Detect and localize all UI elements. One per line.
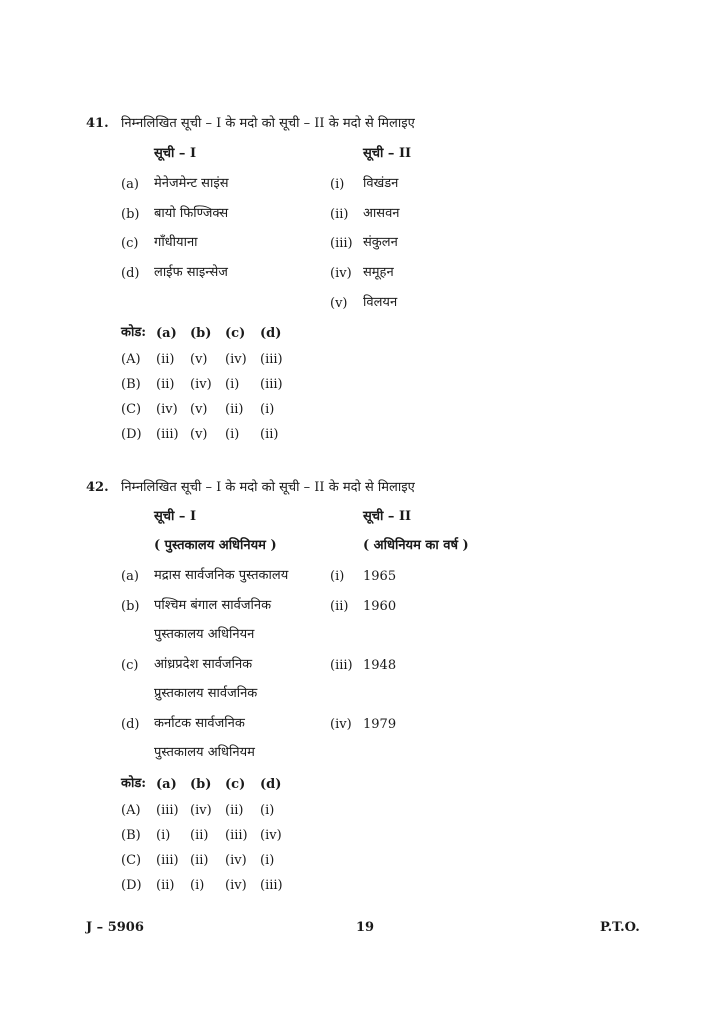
q41-option-label-B: (B) [121,377,141,392]
q42-option-C-b: (ii) [190,853,209,868]
q41-option-label-D: (D) [121,427,142,442]
q42-option-C-a: (iii) [156,853,179,868]
q42-code-header-b: (b) [190,777,212,792]
q42-instruction: निम्नलिखित सूची – I के मदो को सूची – II के मदो से मिलाइए [121,480,415,495]
footer-page-number: 19 [356,920,375,935]
q42-option-C-d: (i) [260,853,275,868]
q42-number: 42. [86,480,109,495]
q42-option-B-a: (i) [156,828,171,843]
q42-list1-text-c-line2: प्रुस्तकालय सार्वजनिक [154,686,258,701]
q42-list2-label-iii: (iii) [330,658,353,673]
q41-list2-text-iv: समूहन [363,265,394,280]
q42-option-label-B: (B) [121,828,141,843]
q42-list2-text-iv: 1979 [363,717,397,732]
q41-list2-label-iii: (iii) [330,236,353,251]
q42-option-label-D: (D) [121,878,142,893]
q42-option-label-C: (C) [121,853,142,868]
q41-list2-header: सूची – II [363,146,412,161]
q42-option-D-a: (ii) [156,878,175,893]
q41-option-B-b: (iv) [190,377,212,392]
q42-list2-label-iv: (iv) [330,717,352,732]
q42-option-C-c: (iv) [225,853,247,868]
q41-option-A-a: (ii) [156,352,175,367]
q41-list2-text-i: विखंडन [363,176,399,191]
q42-option-A-b: (iv) [190,803,212,818]
q41-code-header-b: (b) [190,326,212,341]
q41-list1-label-d: (d) [121,266,140,281]
q42-list1-label-c: (c) [121,658,139,673]
q41-list2-text-ii: आसवन [363,206,400,221]
q41-codes-label: कोड: [121,325,147,340]
q41-option-A-b: (v) [190,352,208,367]
q41-option-D-d: (ii) [260,427,279,442]
q42-option-A-a: (iii) [156,803,179,818]
q41-option-C-b: (v) [190,402,208,417]
q41-list1-label-a: (a) [121,177,139,192]
q42-option-A-d: (i) [260,803,275,818]
q41-list2-label-i: (i) [330,177,345,192]
q41-list1-label-c: (c) [121,236,139,251]
q42-option-B-c: (iii) [225,828,248,843]
q41-option-C-c: (ii) [225,402,244,417]
q42-list2-text-ii: 1960 [363,599,397,614]
q41-option-C-d: (i) [260,402,275,417]
q42-list1-text-c-line1: आंध्रप्रदेश सार्वजनिक [154,657,253,672]
q41-option-label-C: (C) [121,402,142,417]
q42-codes-label: कोड: [121,776,147,791]
q42-list1-label-d: (d) [121,717,140,732]
q42-list1-label-b: (b) [121,599,140,614]
q41-list2-label-v: (v) [330,296,348,311]
q41-list1-text-b: बायो फिण्जिक्स [154,206,229,221]
q42-list1-text-a: मद्रास सार्वजनिक पुस्तकालय [154,568,289,583]
q42-list1-text-b-line1: पश्चिम बंगाल सार्वजनिक [154,598,272,613]
q41-instruction: निम्नलिखित सूची – I के मदो को सूची – II के मदो से मिलाइए [121,116,415,131]
q42-list2-label-ii: (ii) [330,599,349,614]
q42-list1-header: सूची – I [154,509,197,524]
q41-code-header-a: (a) [156,326,177,341]
q41-list2-label-iv: (iv) [330,266,352,281]
q42-option-label-A: (A) [121,803,141,818]
q41-list2-label-ii: (ii) [330,207,349,222]
q42-list1-text-b-line2: पुस्तकालय अधिनियन [154,627,255,642]
q42-option-D-b: (i) [190,878,205,893]
q41-option-D-c: (i) [225,427,240,442]
footer-paper-code: J – 5906 [86,920,144,935]
q41-list1-text-c: गाँधीयाना [154,235,198,250]
q42-option-D-c: (iv) [225,878,247,893]
q41-list1-text-d: लाईफ साइन्सेज [154,265,228,280]
q41-option-D-a: (iii) [156,427,179,442]
q41-list1-header: सूची – I [154,146,197,161]
q41-option-B-d: (iii) [260,377,283,392]
q42-list2-label-i: (i) [330,569,345,584]
q41-option-B-c: (i) [225,377,240,392]
q41-number: 41. [86,116,109,131]
q41-list2-text-v: विलयन [363,295,398,310]
q41-option-D-b: (v) [190,427,208,442]
q42-option-B-b: (ii) [190,828,209,843]
q42-list2-text-iii: 1948 [363,658,397,673]
q41-code-header-d: (d) [260,326,282,341]
q41-code-header-c: (c) [225,326,246,341]
q42-code-header-d: (d) [260,777,282,792]
footer-pto: P.T.O. [600,920,640,935]
q41-option-A-c: (iv) [225,352,247,367]
q42-list1-text-d-line2: पुस्तकालय अधिनियम [154,745,255,760]
q42-code-header-a: (a) [156,777,177,792]
q41-option-label-A: (A) [121,352,141,367]
q42-list1-subheader: ( पुस्तकालय अधिनियम ) [154,538,277,553]
q42-option-D-d: (iii) [260,878,283,893]
q41-list2-text-iii: संकुलन [363,235,398,250]
q41-option-B-a: (ii) [156,377,175,392]
q41-list1-label-b: (b) [121,207,140,222]
q42-option-B-d: (iv) [260,828,282,843]
q42-list2-subheader: ( अधिनियम का वर्ष ) [363,538,469,553]
q42-option-A-c: (ii) [225,803,244,818]
q42-list2-text-i: 1965 [363,569,397,584]
q41-option-C-a: (iv) [156,402,178,417]
q42-list1-label-a: (a) [121,569,139,584]
q42-code-header-c: (c) [225,777,246,792]
q41-option-A-d: (iii) [260,352,283,367]
q41-list1-text-a: मेनेजमेन्ट साइंस [154,176,229,191]
q42-list1-text-d-line1: कर्नाटक सार्वजनिक [154,716,245,731]
q42-list2-header: सूची – II [363,509,412,524]
